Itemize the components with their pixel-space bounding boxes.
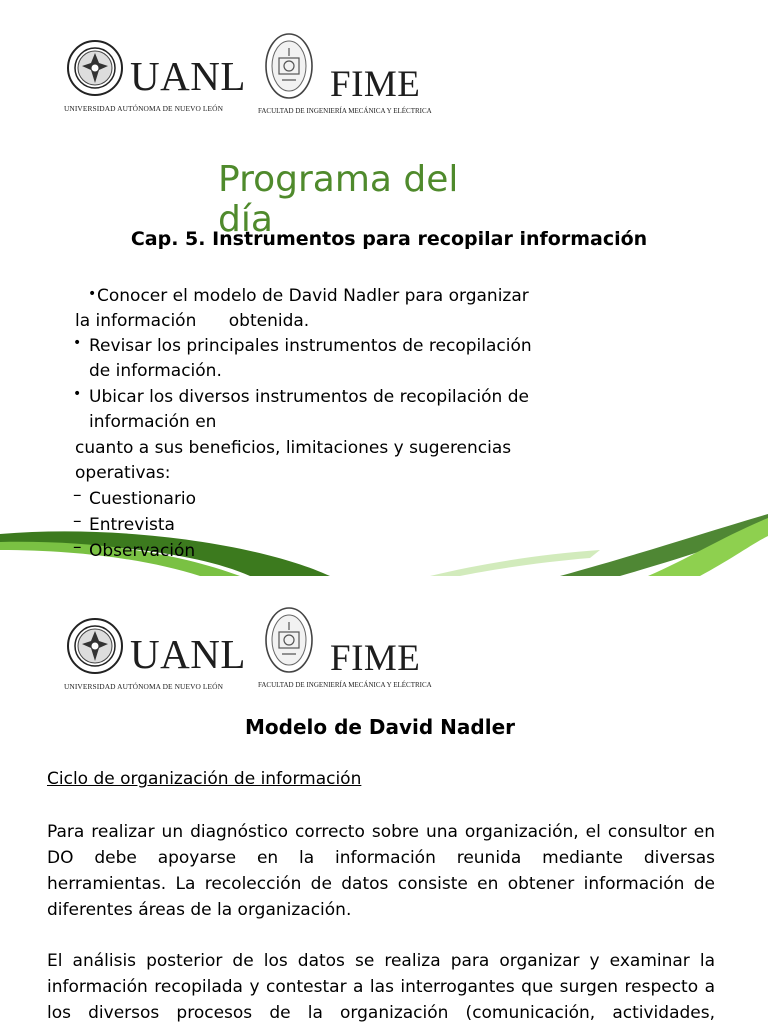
fime-wordmark: FIME [330, 638, 421, 679]
fime-subtitle: FACULTAD DE INGENIERÍA MECÁNICA Y ELÉCTRICA [258, 107, 432, 115]
dash-marker: – [73, 485, 82, 505]
paragraph-line: diferentes áreas de la organización. [47, 900, 352, 920]
paragraph-line: El análisis posterior de los datos se realiza para organizar y examinar la [47, 951, 715, 971]
instrument-item: Entrevista [89, 515, 175, 535]
fime-subtitle: FACULTAD DE INGENIERÍA MECÁNICA Y ELÉCTRICA [258, 681, 432, 689]
uanl-seal-icon [66, 617, 124, 675]
section-subtitle: Ciclo de organización de información [47, 769, 362, 789]
slide-2 [0, 578, 768, 1024]
bullet-dot: • [88, 286, 97, 302]
bullet-dot: • [73, 386, 82, 402]
chapter-heading: Cap. 5. Instrumentos para recopilar información [130, 228, 648, 250]
fime-wordmark: FIME [330, 64, 421, 105]
uanl-logo [64, 614, 244, 694]
fime-seal-icon [264, 32, 314, 100]
paragraph [47, 819, 715, 923]
slide-title: Modelo de David Nadler [244, 715, 516, 739]
uanl-wordmark: UANL [130, 53, 246, 99]
instrument-item: Cuestionario [89, 489, 197, 509]
objective-line: Revisar los principales instrumentos de recopilación [89, 336, 532, 356]
objective-line: Conocer el modelo de David Nadler para organizar [97, 286, 529, 306]
objective-line: cuanto a sus beneficios, limitaciones y sugerencias [75, 438, 512, 458]
uanl-wordmark: UANL [130, 631, 246, 677]
objective-line: la información obtenida. [75, 311, 310, 331]
instrument-item: Observación [89, 541, 196, 561]
paragraph-line: los diversos procesos de la organización (comunicación, actividades, [47, 1003, 715, 1023]
paragraph-line: Para realizar un diagnóstico correcto sobre una organización, el consultor en [47, 822, 715, 842]
objective-line: información en [89, 412, 217, 432]
paragraph-line: información recopilada y contestar a las interrogantes que surgen respecto a [47, 977, 715, 997]
dash-marker: – [73, 511, 82, 531]
objective-line: de información. [89, 361, 222, 381]
objective-line: Ubicar los diversos instrumentos de recopilación de [89, 387, 529, 407]
slide-title: Programa del día [218, 159, 459, 240]
paragraph [47, 948, 715, 1024]
dash-marker: – [73, 537, 82, 557]
paragraph-line: herramientas. La recolección de datos consiste en obtener información de [47, 874, 715, 894]
uanl-subtitle: UNIVERSIDAD AUTÓNOMA DE NUEVO LEÓN [64, 682, 224, 691]
fime-logo [256, 606, 432, 692]
fime-seal-icon [264, 606, 314, 674]
bullet-dot: • [73, 335, 82, 351]
fime-logo [256, 32, 432, 118]
uanl-seal-icon [66, 39, 124, 97]
uanl-logo [64, 36, 244, 116]
paragraph-line: DO debe apoyarse en la información reunida mediante diversas [47, 848, 715, 868]
uanl-subtitle: UNIVERSIDAD AUTÓNOMA DE NUEVO LEÓN [64, 104, 224, 113]
objective-line: operativas: [75, 463, 171, 483]
